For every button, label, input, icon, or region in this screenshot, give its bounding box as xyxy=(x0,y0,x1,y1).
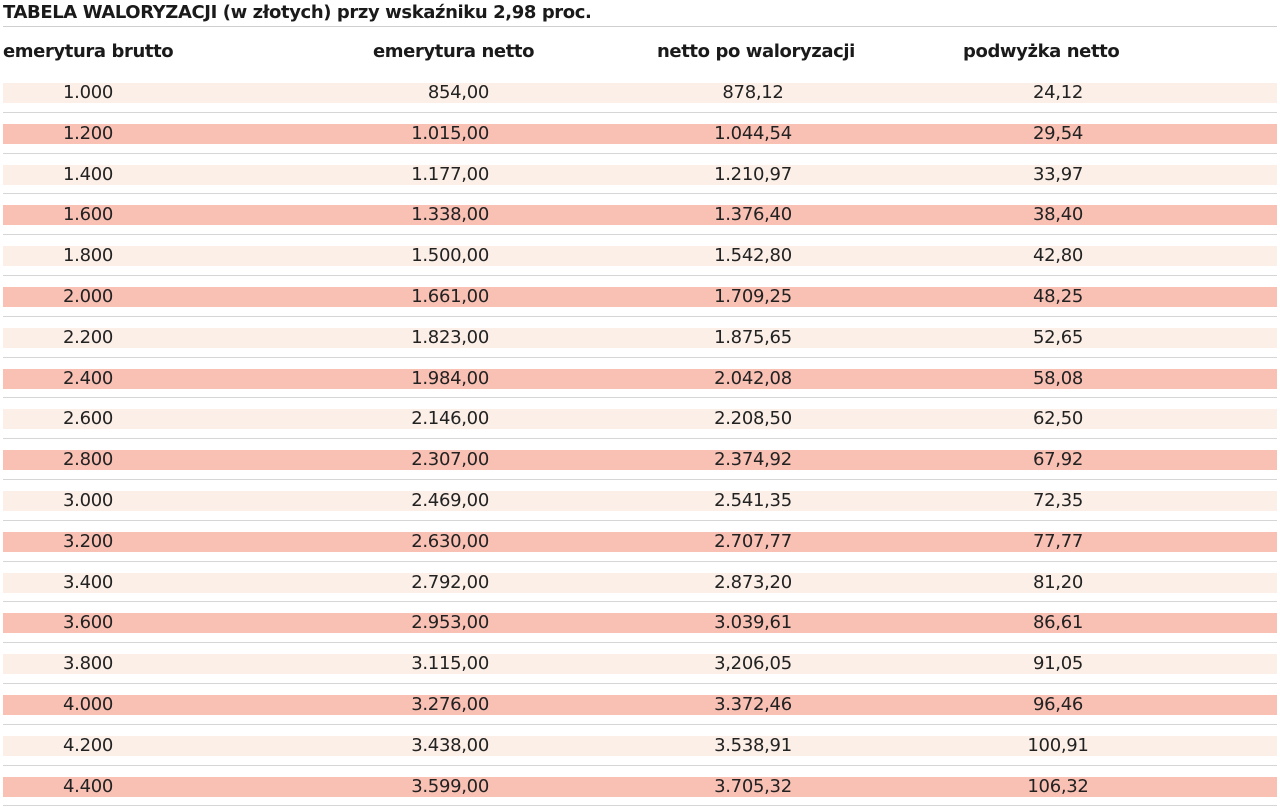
column-header-net-pension: emerytura netto xyxy=(373,41,535,62)
table-row xyxy=(3,521,1277,562)
cell-net-increase: 24,12 xyxy=(1032,82,1084,103)
cell-net-pension: 2.792,00 xyxy=(411,571,489,593)
cell-gross-pension: 4.400 xyxy=(63,775,114,797)
cell-net-after-indexation: 1.709,25 xyxy=(714,285,792,307)
table-row xyxy=(3,113,1277,154)
column-header-net-increase: podwyżka netto xyxy=(963,41,1120,62)
cell-net-pension: 3.115,00 xyxy=(411,653,489,675)
table-row xyxy=(3,684,1277,725)
cell-gross-pension: 3.200 xyxy=(63,530,114,552)
cell-net-increase: 81,20 xyxy=(1032,571,1084,593)
cell-net-increase: 72,35 xyxy=(1032,489,1084,511)
table-row xyxy=(3,766,1277,807)
cell-net-increase: 91,05 xyxy=(1032,653,1084,675)
table-title: TABELA WALORYZACJI (w złotych) przy wskaźniku 2,98 proc. xyxy=(3,2,592,23)
cell-net-increase: 29,54 xyxy=(1032,122,1084,144)
cell-net-after-indexation: 1.044,54 xyxy=(714,122,792,144)
cell-net-after-indexation: 3.538,91 xyxy=(714,734,792,756)
cell-net-after-indexation: 2.541,35 xyxy=(714,489,792,511)
cell-gross-pension: 1.200 xyxy=(63,122,114,144)
cell-net-after-indexation: 2.374,92 xyxy=(714,449,792,471)
cell-net-after-indexation: 1.210,97 xyxy=(714,163,792,185)
cell-net-after-indexation: 3.039,61 xyxy=(714,612,792,634)
table-row xyxy=(3,194,1277,235)
cell-net-increase: 96,46 xyxy=(1032,693,1084,715)
table-row xyxy=(3,398,1277,439)
cell-net-after-indexation: 2.707,77 xyxy=(714,530,792,552)
cell-net-increase: 100,91 xyxy=(1027,734,1089,756)
cell-gross-pension: 2.000 xyxy=(63,285,114,307)
cell-gross-pension: 3.800 xyxy=(63,653,114,675)
cell-net-increase: 106,32 xyxy=(1027,775,1089,797)
cell-net-after-indexation: 1.542,80 xyxy=(714,245,792,267)
cell-net-after-indexation: 3,206,05 xyxy=(714,653,792,675)
title-divider xyxy=(3,26,1277,27)
cell-gross-pension: 3.400 xyxy=(63,571,114,593)
cell-net-increase: 77,77 xyxy=(1032,530,1084,552)
cell-gross-pension: 2.200 xyxy=(63,326,114,348)
cell-net-increase: 38,40 xyxy=(1032,204,1084,226)
table-row xyxy=(3,276,1277,317)
table-row xyxy=(3,154,1277,195)
cell-net-after-indexation: 878,12 xyxy=(722,82,784,103)
column-header-gross-pension: emerytura brutto xyxy=(3,41,174,62)
cell-gross-pension: 1.400 xyxy=(63,163,114,185)
table-row xyxy=(3,439,1277,480)
cell-net-pension: 2.469,00 xyxy=(411,489,489,511)
table-row xyxy=(3,317,1277,358)
cell-net-pension: 3.276,00 xyxy=(411,693,489,715)
cell-gross-pension: 1.600 xyxy=(63,204,114,226)
cell-net-pension: 1.500,00 xyxy=(411,245,489,267)
table-body xyxy=(3,72,1277,806)
cell-net-increase: 33,97 xyxy=(1032,163,1084,185)
cell-net-increase: 86,61 xyxy=(1032,612,1084,634)
cell-net-after-indexation: 1.376,40 xyxy=(714,204,792,226)
cell-net-after-indexation: 2.042,08 xyxy=(714,367,792,389)
table-row xyxy=(3,235,1277,276)
cell-net-pension: 1.338,00 xyxy=(411,204,489,226)
cell-gross-pension: 4.200 xyxy=(63,734,114,756)
cell-net-pension: 2.953,00 xyxy=(411,612,489,634)
cell-net-after-indexation: 3.372,46 xyxy=(714,693,792,715)
cell-net-pension: 2.307,00 xyxy=(411,449,489,471)
cell-net-pension: 3.438,00 xyxy=(411,734,489,756)
cell-net-after-indexation: 1.875,65 xyxy=(714,326,792,348)
table-row xyxy=(3,72,1277,113)
cell-gross-pension: 2.400 xyxy=(63,367,114,389)
table-row xyxy=(3,480,1277,521)
cell-net-pension: 1.177,00 xyxy=(411,163,489,185)
cell-net-pension: 1.823,00 xyxy=(411,326,489,348)
table-row xyxy=(3,725,1277,766)
cell-net-pension: 3.599,00 xyxy=(411,775,489,797)
cell-net-pension: 1.661,00 xyxy=(411,285,489,307)
cell-gross-pension: 1.800 xyxy=(63,245,114,267)
cell-gross-pension: 2.800 xyxy=(63,449,114,471)
cell-gross-pension: 2.600 xyxy=(63,408,114,430)
cell-net-pension: 1.015,00 xyxy=(411,122,489,144)
cell-gross-pension: 1.000 xyxy=(63,82,114,103)
table-row xyxy=(3,562,1277,603)
cell-net-increase: 52,65 xyxy=(1032,326,1084,348)
cell-net-after-indexation: 2.208,50 xyxy=(714,408,792,430)
table-row xyxy=(3,643,1277,684)
cell-net-pension: 1.984,00 xyxy=(411,367,489,389)
cell-net-increase: 48,25 xyxy=(1032,285,1084,307)
cell-net-after-indexation: 2.873,20 xyxy=(714,571,792,593)
column-header-net-after-indexation: netto po waloryzacji xyxy=(657,41,855,62)
cell-net-after-indexation: 3.705,32 xyxy=(714,775,792,797)
cell-net-increase: 62,50 xyxy=(1032,408,1084,430)
cell-net-pension: 2.630,00 xyxy=(411,530,489,552)
cell-net-increase: 42,80 xyxy=(1032,245,1084,267)
cell-gross-pension: 3.600 xyxy=(63,612,114,634)
table-row xyxy=(3,602,1277,643)
cell-gross-pension: 3.000 xyxy=(63,489,114,511)
cell-gross-pension: 4.000 xyxy=(63,693,114,715)
cell-net-pension: 2.146,00 xyxy=(411,408,489,430)
table-row xyxy=(3,358,1277,399)
cell-net-increase: 67,92 xyxy=(1032,449,1084,471)
cell-net-pension: 854,00 xyxy=(427,82,489,103)
cell-net-increase: 58,08 xyxy=(1032,367,1084,389)
